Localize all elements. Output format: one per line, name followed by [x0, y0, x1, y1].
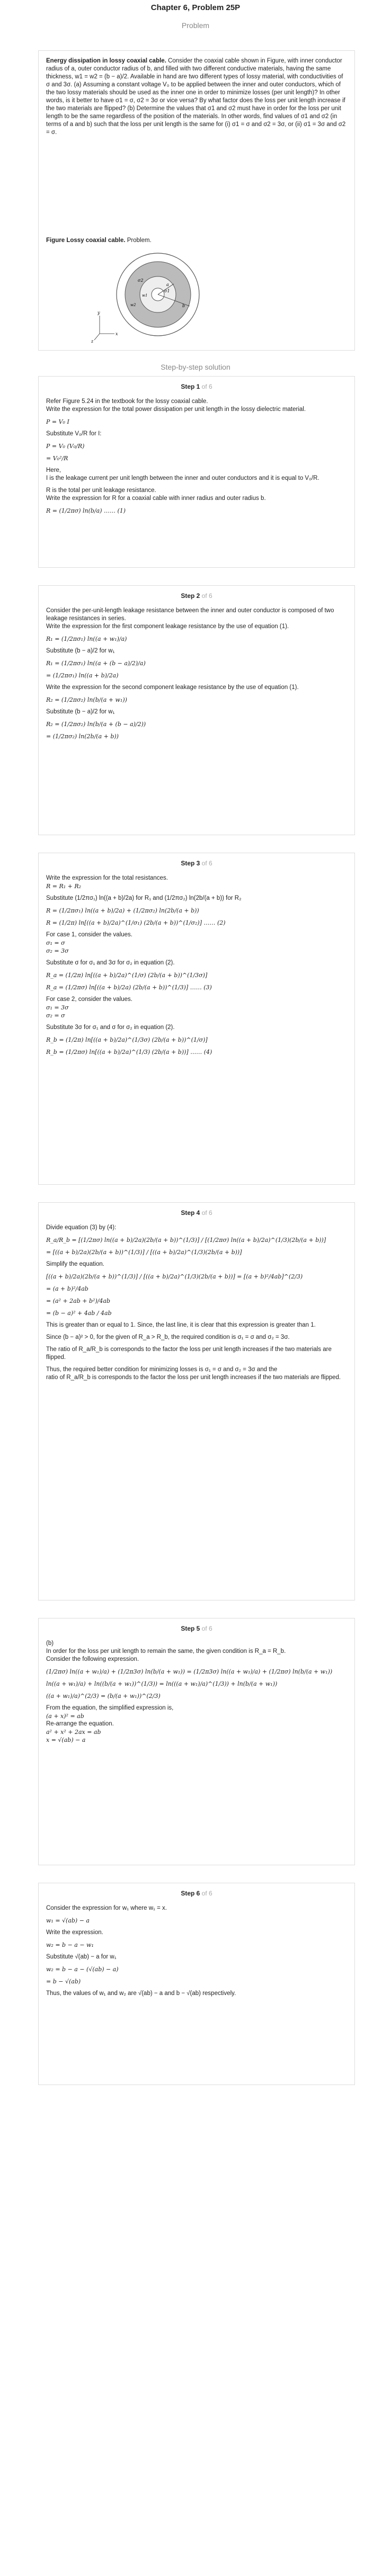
step-header: Step 3 of 6: [181, 860, 212, 867]
step-content: [46, 1904, 348, 1998]
step-line: Write the expression for the total power dissipation per unit length in the lossy dielectric material.: [46, 406, 306, 413]
equation: R = (1/2πσ₁) ln((a + b)/2a) + (1/2πσ₂) ln(2b/(a + b)): [46, 907, 199, 914]
step-line: Write the expression for the first component leakage resistance by the use of equation (1).: [46, 623, 289, 630]
step-line: Simplify the equation.: [46, 1261, 104, 1267]
equation: w₁ = √(ab) − a: [46, 1917, 90, 1924]
step-line: I is the leakage current per unit length between the inner and outer conductors and it is equal to V₀/R.: [46, 475, 319, 481]
step-header: Step 6 of 6: [181, 1890, 212, 1897]
step-card: [38, 376, 355, 568]
step-line: Substitute V₀/R for I:: [46, 431, 102, 437]
equation: R₁ = (1/2πσ₁) ln((a + w₁)/a): [46, 636, 127, 642]
step-line: Since (b − a)² > 0, for the given of R_a > R_b, the required condition is σ₁ = σ and σ₂ = 3σ.: [46, 1334, 290, 1340]
equation: σ₂ = σ: [46, 1012, 65, 1019]
figure-caption-bold: Figure Lossy coaxial cable.: [46, 237, 126, 244]
equation: P = V₀ I: [46, 418, 69, 425]
figure-caption: [46, 237, 152, 244]
step-line: R is the total per unit leakage resistance.: [46, 487, 156, 494]
label-w1: w1: [142, 293, 148, 298]
step-card: [38, 1618, 355, 1865]
step-line: Substitute (b − a)/2 for w₁: [46, 709, 115, 715]
equation: w₂ = b − a − (√(ab) − a): [46, 1966, 119, 1973]
step-line: [46, 1990, 348, 1998]
label-sigma2: σ2: [138, 278, 144, 283]
axis-y-label: y: [97, 310, 100, 315]
problem-statement: [46, 57, 346, 137]
equation: = (1/2πσ₁) ln((a + b)/2a): [46, 672, 119, 679]
equation: = (a² + 2ab + b²)/4ab: [46, 1298, 111, 1304]
problem-heading: Problem: [181, 21, 210, 30]
problem-body: Consider the coaxial cable shown in Figure, with inner conductor radius of a, outer conductor radius of b, and filled with two different conductive materials, having the same thickness, w1 = w2 = (b − a)/2. Available in hand are two different types of lossy material, with conductivities of σ and 3σ. (a) Assuming a constant voltage V₀ to be applied between the inner and outer conductors, which of the two lossy materials should be used as the inner one in order to minimize losses (per unit length)? In other words, is it better to have σ1 = σ, σ2 = 3σ or vice versa? By what factor does the loss per unit length increase if the two materials are flipped? (b) Determine the values that σ1 and σ2 must have in order for the loss per unit length to be the same regardless of the position of the materials. In other words, find values of σ1 and σ2 (in terms of a and b) such that the loss per unit length is the same for (i) σ1 = σ and σ2 = 3σ, or (ii) σ1 = 3σ and σ2 = σ.: [46, 58, 346, 136]
equation: R₂ = (1/2πσ₂) ln(b/(a + w₁)): [46, 696, 127, 703]
step-line: Write the expression for the second component leakage resistance by the use of equation (1).: [46, 684, 299, 691]
step-header: Step 4 of 6: [181, 1209, 212, 1217]
step-card: [38, 1883, 355, 2085]
equation: w₂ = b − a − w₁: [46, 1942, 94, 1948]
step-line: Substitute (b − a)/2 for w₁: [46, 648, 115, 654]
equation: a² + x² + 2ax = ab: [46, 1729, 101, 1736]
figure-caption-rest: Problem.: [125, 237, 152, 244]
equation: = (1/2πσ₂) ln(2b/(a + b)): [46, 733, 119, 740]
equation: ln((a + w₁)/a) + ln((b/(a + w₁))^(1/3)) = ln(((a + w₁)/a)^(1/3)) + ln(b/(a + w₁)): [46, 1680, 278, 1687]
step-by-step-heading: Step-by-step solution: [161, 363, 230, 371]
equation: R = R₁ + R₂: [46, 883, 82, 890]
step-header: Step 5 of 6: [181, 1625, 212, 1632]
step-line: Write the expression for the total resistances.: [46, 875, 168, 881]
step-line: Substitute 3σ for σ₁ and σ for σ₂ in equation (2).: [46, 1024, 175, 1031]
equation: R = (1/2π) ln[((a + b)/2a)^(1/σ₁) (2b/(a + b))^(1/σ₂)] …… (2): [46, 919, 226, 926]
equation: R_b = (1/2πσ) ln[((a + b)/2a)^(1/3) (2b/(a + b))] …… (4): [46, 1049, 212, 1056]
values-statement: Thus, the values of w₁ and w₂ are √(ab) − a and b − √(ab) respectively.: [46, 1990, 236, 1997]
label-b: b: [182, 303, 185, 308]
step-line: Consider the per-unit-length leakage resistance between the inner and outer conductor is composed of two leakage resistances in series.: [46, 607, 334, 622]
equation: σ₁ = σ: [46, 940, 65, 946]
step-line: ratio of R_a/R_b is corresponds to the factor the loss per unit length increases if the two materials are flipped.: [46, 1374, 341, 1381]
equation: = b − √(ab): [46, 1978, 81, 1985]
step-content: [46, 398, 348, 515]
step-line: Consider the following expression.: [46, 1656, 139, 1662]
step-line: This is greater than or equal to 1. Since, the last line, it is clear that this expression is greater than 1.: [46, 1322, 316, 1328]
equation: (a + x)² = ab: [46, 1713, 84, 1720]
equation: R_b = (1/2π) ln[((a + b)/2a)^(1/3σ) (2b/(a + b))^(1/σ)]: [46, 1036, 208, 1043]
step-header: Step 1 of 6: [181, 383, 212, 390]
step-line: Re-arrange the equation.: [46, 1721, 114, 1727]
step-card: [38, 853, 355, 1185]
equation: P = V₀ (V₀/R): [46, 443, 85, 450]
equation: R₁ = (1/2πσ₁) ln((a + (b − a)/2)/a): [46, 660, 146, 667]
step-line: For case 2, consider the values.: [46, 996, 132, 1003]
equation: R₂ = (1/2πσ₂) ln(b/(a + (b − a)/2)): [46, 721, 146, 728]
axis-z-label: z: [91, 339, 94, 343]
equation: ((a + w₁)/a)^(2/3) = (b/(a + w₁))^(2/3): [46, 1693, 161, 1700]
equation: x = √(ab) − a: [46, 1737, 86, 1743]
step-content: [46, 1224, 348, 1382]
step-line: The ratio of R_a/R_b is corresponds to the factor the loss per unit length increases if the two materials are flipped.: [46, 1346, 332, 1361]
problem-lead: Energy dissipation in lossy coaxial cable.: [46, 58, 166, 64]
axis-x-label: x: [115, 332, 118, 336]
step-line: Thus, the required better condition for minimizing losses is σ₁ = σ and σ₂ = 3σ and the: [46, 1366, 278, 1373]
step-line: For case 1, consider the values.: [46, 932, 132, 938]
equation: R = (1/2πσ) ln(b/a) …… (1): [46, 507, 126, 514]
equation: [((a + b)/2a)(2b/(a + b))^(1/3)] / [((a + b)/2a)^(1/3)(2b/(a + b))] = [(a + b)²/4ab]^(2/3): [46, 1273, 303, 1280]
equation: = (b − a)² + 4ab / 4ab: [46, 1310, 112, 1317]
step-line: Substitute √(ab) − a for w₁: [46, 1954, 117, 1960]
equation: σ₁ = 3σ: [46, 1004, 69, 1011]
problem-card: [38, 50, 355, 351]
equation: R_a = (1/2πσ) ln[((a + b)/2a) (2b/(a + b))^(1/3)] …… (3): [46, 984, 212, 991]
label-w2: w2: [130, 303, 136, 307]
step-line: (b): [46, 1640, 54, 1647]
step-line: Write the expression.: [46, 1929, 103, 1936]
step-content: [46, 607, 348, 740]
step-content: [46, 874, 348, 1056]
step-line: Consider the expression for w₁ where w₁ = x.: [46, 1905, 167, 1911]
equation: σ₂ = 3σ: [46, 947, 69, 954]
step-line: Here,: [46, 467, 61, 473]
equation: (1/2πσ) ln((a + w₁)/a) + (1/2π3σ) ln(b/(a + w₁)) = (1/2π3σ) ln((a + w₁)/a) + (1/2πσ) ln(b/(a + w₁)): [46, 1668, 333, 1675]
equation: = [((a + b)/2a)(2b/(a + b))^(1/3)] / [((a + b)/2a)^(1/3)(2b/(a + b))]: [46, 1249, 242, 1256]
chapter-title: Chapter 6, Problem 25P: [150, 3, 241, 12]
equation: = (a + b)²/4ab: [46, 1285, 88, 1292]
equation: R_a = (1/2π) ln[((a + b)/2a)^(1/σ) (2b/(a + b))^(1/3σ)]: [46, 972, 208, 979]
step-line: Divide equation (3) by (4):: [46, 1224, 117, 1231]
step-card: [38, 1202, 355, 1600]
step-card: [38, 585, 355, 835]
step-line: Write the expression for R for a coaxial cable with inner radius and outer radius b.: [46, 495, 266, 502]
step-line: In order for the loss per unit length to remain the same, the given condition is R_a = R_b.: [46, 1648, 286, 1654]
step-line: Substitute σ for σ₁ and 3σ for σ₂ in equation (2).: [46, 960, 175, 966]
coaxial-cable-figure: [89, 248, 301, 343]
step-line: From the equation, the simplified expression is,: [46, 1705, 174, 1711]
axis-z: [94, 334, 100, 340]
equation: R_a/R_b = [(1/2πσ) ln((a + b)/2a)(2b/(a + b))^(1/3)] / [(1/2πσ) ln((a + b)/2a)^(1/3)(2b/(a + b))]: [46, 1237, 326, 1244]
label-sigma1: σ1: [164, 289, 170, 293]
step-line: Refer Figure 5.24 in the textbook for the lossy coaxial cable.: [46, 398, 208, 405]
equation: = V₀²/R: [46, 455, 68, 462]
step-content: [46, 1640, 348, 1744]
label-a: a: [166, 282, 169, 287]
step-line: Substitute (1/2πσ₁) ln((a + b)/2a) for R₁ and (1/2πσ₂) ln(2b/(a + b)) for R₂: [46, 895, 242, 901]
step-header: Step 2 of 6: [181, 592, 212, 600]
